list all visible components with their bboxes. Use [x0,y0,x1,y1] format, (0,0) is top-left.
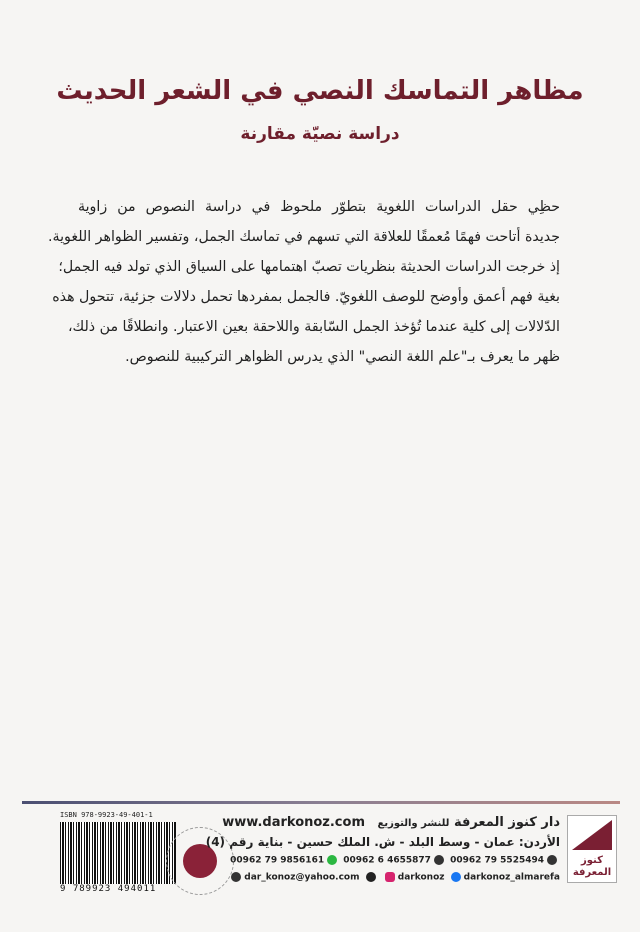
book-subtitle: دراسة نصيّة مقارنة [240,124,400,144]
logo-text: كنوز [581,855,603,866]
whatsapp-icon [327,855,337,865]
instagram-handle: darkonoz [397,872,445,882]
barcode-number: 9 789923 494011 [60,884,157,894]
dot-icon [366,872,376,882]
blurb-line: حظِي حقل الدراسات اللغوية بتطوّر ملحوظ في دراسة النصوص من زاوية [78,199,560,215]
barcode-bars [60,822,176,884]
seal-logo-icon [183,844,217,878]
divider [22,801,620,804]
publisher-info [205,815,560,882]
isbn-text: ISBN 978-9923-49-401-1 [60,811,153,819]
instagram-icon [385,872,395,882]
blurb-line: جديدة أتاحت فهمًا مُعمقًا للعلاقة التي تسهم في تماسك الجمل، وتفسير الظواهر اللغوية. [47,229,560,245]
publisher-logo [567,815,617,883]
blurb-line: إذ خرجت الدراسات الحديثة بنظريات تصبّ اهتمامها على السياق الذي تولد فيه الجمل؛ [58,259,560,275]
blurb [47,192,560,372]
phone-icon [547,855,557,865]
address: الأردن: عمان - وسط البلد - ش. الملك حسين - بناية رقم (4) [205,835,560,849]
phone-fax: 00962 6 4655877 [343,855,431,866]
logo-text: المعرفة [572,867,612,878]
blurb-line: بغية فهم أعمق وأوضح للوصف اللغويّ. فالجمل بمفردها تحمل دلالات جزئية، تتحول هذه [52,289,560,305]
blurb-line: ظهر ما يعرف بـ"علم اللغة النصي" الذي يدرس الظواهر التركيبية للنصوص. [125,349,560,365]
book-title: مظاهر التماسك النصي في الشعر الحديث [56,76,584,106]
facebook-handle: darkonoz_almarefa [463,872,560,882]
phone-mobile: 00962 79 5525494 [450,855,544,866]
publisher-name: دار كنوز المعرفة [453,815,560,830]
blurb-line: الدّلالات إلى كلية عندما تُؤخذ الجمل السّابقة واللاحقة بعين الاعتبار. وانطلاقًا من ذلك، [67,319,560,335]
facebook-icon [451,872,461,882]
website-link[interactable]: www.darkonoz.com [222,815,365,830]
publisher-tagline: للنشر والتوزيع [377,818,450,829]
phone-whatsapp: 00962 79 9856161 [230,855,325,866]
email-icon [231,872,241,882]
logo-mark-icon [572,820,612,850]
email: dar_konoz@yahoo.com [244,872,360,882]
fax-icon [434,855,444,865]
barcode [60,811,176,901]
